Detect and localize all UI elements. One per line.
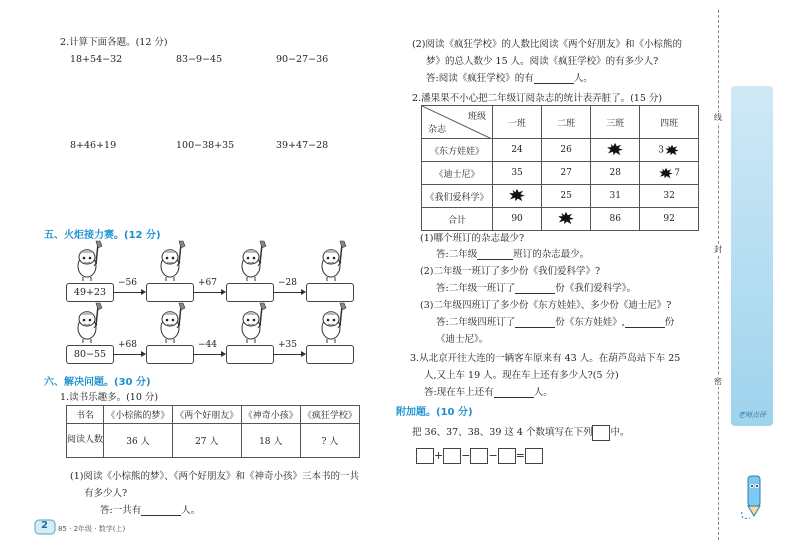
mag-cell: 86	[591, 208, 640, 231]
answer-suffix: 份《我们爱科学》。	[555, 283, 636, 294]
op: +	[434, 449, 444, 462]
corner-bottom: 杂志	[428, 125, 447, 135]
torch-mascot-icon	[155, 240, 191, 282]
relay-start-value: 80−55	[73, 349, 107, 360]
p3-question-2: 人,又上车 19 人。现在车上还有多少人?(5 分)	[424, 370, 619, 381]
footer-info: 85 · 2年级 · 数学(上)	[58, 525, 126, 533]
ink-splat-icon	[557, 211, 575, 225]
mag-cell: 31	[591, 185, 640, 208]
sub1-answer	[100, 502, 200, 516]
total-label: 合计	[422, 208, 493, 231]
number-slot[interactable]	[498, 448, 516, 464]
bonus-text-pre: 把 36、37、38、39 这 4 个数填写在下列	[412, 427, 593, 438]
torch-mascot-icon	[236, 240, 272, 282]
arrow	[193, 292, 225, 293]
torch-mascot-icon	[316, 240, 352, 282]
reading-problem-title: 1.读书乐趣多。(10 分)	[60, 392, 159, 403]
table-header-label: 书名	[67, 406, 104, 424]
corner-cell	[422, 106, 493, 139]
relay-start-box-1	[66, 283, 114, 302]
answer-prefix: 答:二年级一班订了	[436, 283, 516, 294]
mag-cell: 24	[493, 139, 542, 162]
reader-count: ? 人	[300, 424, 359, 458]
mag-cell: 28	[591, 162, 640, 185]
bonus-text	[412, 424, 630, 441]
ink-splat-icon	[658, 167, 674, 179]
sub2-answer	[426, 70, 593, 84]
calc-6: 39+47−28	[276, 140, 329, 151]
answer-prefix: 答:二年级	[436, 249, 478, 260]
relay-answer-box[interactable]	[146, 283, 194, 302]
book-name: 《疯狂学校》	[300, 406, 359, 424]
teacher-comment-label: 老师点评	[738, 411, 766, 419]
p2-a3	[436, 314, 674, 328]
relay-start-value: 49+23	[73, 287, 107, 298]
relay-op: +68	[118, 340, 137, 350]
book-name: 《神奇小孩》	[241, 406, 300, 424]
calc-5: 100−38+35	[176, 140, 235, 151]
mag-cell: 26	[542, 139, 591, 162]
mag-cell: 27	[542, 162, 591, 185]
torch-mascot-icon	[72, 240, 108, 282]
page-number: 2	[41, 520, 48, 531]
book-name: 《小棕熊的梦》	[104, 406, 173, 424]
arrow	[273, 292, 305, 293]
bonus-title: 附加题。(10 分)	[396, 407, 473, 418]
p2-q2: (2)二年级一班订了多少份《我们爱科学》?	[420, 266, 601, 277]
mag-cell: 92	[640, 208, 699, 231]
teacher-comment-panel	[731, 86, 773, 426]
answer-blank[interactable]	[477, 249, 513, 260]
q5-title: 五、火炬接力赛。(12 分)	[44, 230, 161, 241]
p2-q1: (1)哪个班订的杂志最少?	[420, 233, 525, 244]
relay-op: −44	[198, 340, 217, 350]
answer-suffix: 人。	[533, 387, 553, 398]
corner-top: 班级	[467, 112, 486, 122]
torch-mascot-icon	[72, 302, 108, 344]
q2-title: 2.计算下面各题。(12 分)	[60, 37, 168, 48]
bonus-text-post: 中。	[610, 427, 630, 438]
relay-op: −28	[278, 278, 297, 288]
calc-1: 18+54−32	[70, 54, 123, 65]
p3-answer	[424, 384, 553, 398]
mag-cell: 90	[493, 208, 542, 231]
arrow	[193, 354, 225, 355]
arrow	[113, 292, 145, 293]
relay-answer-box[interactable]	[306, 283, 354, 302]
class-header: 一班	[493, 106, 542, 139]
reading-table	[66, 405, 360, 458]
answer-suffix: 人。	[181, 505, 201, 516]
binding-char: 线	[714, 113, 722, 122]
reader-count: 18 人	[241, 424, 300, 458]
mag-cell: 32	[640, 185, 699, 208]
torch-mascot-icon	[236, 302, 272, 344]
mag-cell	[493, 185, 542, 208]
answer-suffix: 班订的杂志最少。	[513, 249, 590, 260]
mag-cell: 3	[640, 139, 699, 162]
arrow	[273, 354, 305, 355]
magazine-name: 《迪士尼》	[422, 162, 493, 185]
class-header: 四班	[640, 106, 699, 139]
op: =	[515, 449, 525, 462]
reader-count: 36 人	[104, 424, 173, 458]
answer-suffix: 份	[664, 317, 675, 328]
binding-line	[718, 10, 719, 540]
p2-a3-end: 《迪士尼》。	[436, 334, 489, 345]
answer-prefix: 答:阅读《疯狂学校》的有	[426, 73, 534, 84]
row-label: 阅读人数	[67, 424, 104, 458]
magazine-problem-title: 2.潘果果不小心把二年级订阅杂志的统计表弄脏了。(15 分)	[412, 93, 663, 104]
box-symbol	[592, 425, 610, 441]
relay-answer-box[interactable]	[146, 345, 194, 364]
magazine-name: 《我们爱科学》	[422, 185, 493, 208]
book-name: 《两个好朋友》	[172, 406, 241, 424]
answer-blank[interactable]	[141, 505, 181, 516]
arrow	[113, 354, 145, 355]
sub2-question-2: 梦》的总人数少 15 人。阅读《疯狂学校》的有多少人?	[426, 56, 659, 67]
answer-prefix: 答:二年级四班订了	[436, 317, 516, 328]
class-header: 二班	[542, 106, 591, 139]
torch-mascot-icon	[316, 302, 352, 344]
p2-a2	[436, 280, 636, 294]
q6-title: 六、解决问题。(30 分)	[44, 377, 151, 388]
sub1-question: (1)阅读《小棕熊的梦》、《两个好朋友》和《神奇小孩》三本书的一共	[70, 471, 359, 482]
binding-char: 封	[714, 245, 722, 254]
answer-blank[interactable]	[515, 283, 555, 294]
answer-blank[interactable]	[625, 317, 665, 328]
mag-cell: 35	[493, 162, 542, 185]
ink-splat-icon	[664, 144, 680, 156]
answer-suffix: 人。	[573, 73, 593, 84]
number-slot[interactable]	[443, 448, 461, 464]
p3-question: 3.从北京开往大连的一辆客车原来有 43 人。在葫芦岛站下车 25	[410, 353, 681, 364]
number-slot[interactable]	[416, 448, 434, 464]
answer-blank[interactable]	[515, 317, 555, 328]
relay-start-box-2	[66, 345, 114, 364]
mag-cell	[591, 139, 640, 162]
ink-splat-icon	[508, 188, 526, 202]
calc-4: 8+46+19	[70, 140, 117, 151]
torch-mascot-icon	[155, 302, 191, 344]
binding-char: 密	[714, 377, 722, 386]
relay-answer-box[interactable]	[306, 345, 354, 364]
mag-cell: 25	[542, 185, 591, 208]
sub1-question-2: 有多少人?	[84, 488, 128, 499]
mag-cell	[542, 208, 591, 231]
answer-blank[interactable]	[534, 73, 574, 84]
p2-q3: (3)二年级四班订了多少份《东方娃娃》、多少份《迪士尼》?	[420, 300, 672, 311]
calc-3: 90−27−36	[276, 54, 329, 65]
number-slot[interactable]	[525, 448, 543, 464]
relay-op: +67	[198, 278, 217, 288]
mag-cell: 7	[640, 162, 699, 185]
pencil-mascot-icon	[738, 470, 772, 522]
reader-count: 27 人	[172, 424, 241, 458]
relay-op: +35	[278, 340, 297, 350]
answer-prefix: 答:一共有	[100, 505, 142, 516]
answer-blank[interactable]	[494, 387, 534, 398]
op: −	[488, 449, 498, 462]
relay-op: −56	[118, 278, 137, 288]
op: −	[461, 449, 471, 462]
number-slot[interactable]	[470, 448, 488, 464]
class-header: 三班	[591, 106, 640, 139]
relay-answer-box[interactable]	[226, 345, 274, 364]
magazine-name: 《东方娃娃》	[422, 139, 493, 162]
magazine-table	[421, 105, 699, 231]
bonus-equation	[416, 448, 543, 464]
answer-mid: 份《东方娃娃》,	[555, 317, 625, 328]
p2-a1	[436, 246, 589, 260]
ink-splat-icon	[606, 142, 624, 156]
calc-2: 83−9−45	[176, 54, 223, 65]
relay-answer-box[interactable]	[226, 283, 274, 302]
sub2-question: (2)阅读《疯狂学校》的人数比阅读《两个好朋友》和《小棕熊的	[412, 39, 682, 50]
answer-prefix: 答:现在车上还有	[424, 387, 494, 398]
